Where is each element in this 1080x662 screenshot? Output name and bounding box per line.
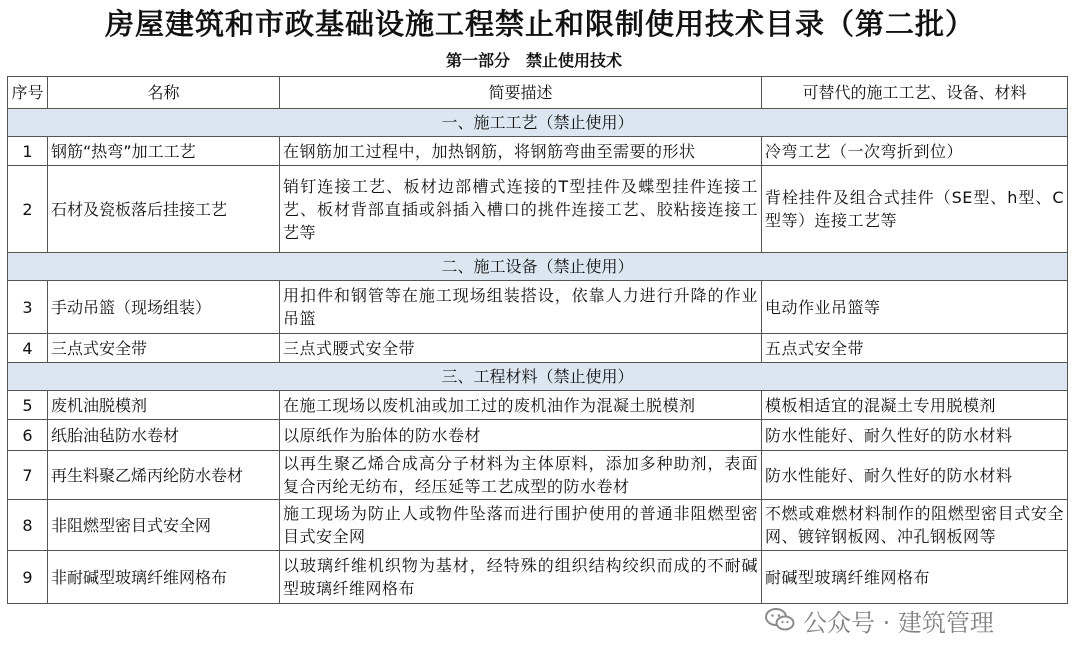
row-alt: 防水性能好、耐久性好的防水材料 [762,420,1068,451]
table-row [8,500,1068,551]
table-row [8,334,1068,363]
section-title: 二、施工设备（禁止使用） [8,253,1068,281]
row-alt: 背栓挂件及组合式挂件（SE型、h型、C型等）连接工艺等 [762,166,1068,253]
row-no: 1 [8,137,48,166]
row-alt: 不燃或难燃材料制作的阻燃型密目式安全网、镀锌钢板网、冲孔钢板网等 [762,500,1068,551]
row-no: 7 [8,451,48,500]
header-alt: 可替代的施工工艺、设备、材料 [762,77,1068,109]
row-alt: 电动作业吊篮等 [762,281,1068,334]
row-no: 2 [8,166,48,253]
row-name: 废机油脱模剂 [48,391,280,420]
section-row [8,363,1068,391]
row-no: 6 [8,420,48,451]
wechat-icon [765,607,795,633]
section-row [8,109,1068,137]
row-name: 石材及瓷板落后挂接工艺 [48,166,280,253]
row-desc: 以玻璃纤维机织物为基材，经特殊的组织结构绞织而成的不耐碱型玻璃纤维网格布 [280,551,762,604]
row-desc: 销钉连接工艺、板材边部槽式连接的T型挂件及蝶型挂件连接工艺、板材背部直插或斜插入槽口的挑件连接工艺、胶粘接连接工艺等 [280,166,762,253]
row-desc: 在施工现场以废机油或加工过的废机油作为混凝土脱模剂 [280,391,762,420]
header-name: 名称 [48,77,280,109]
part-subtitle: 第一部分 禁止使用技术 [445,51,622,70]
section-row [8,253,1068,281]
technology-catalog-table [7,76,1068,604]
row-alt: 五点式安全带 [762,334,1068,363]
row-no: 9 [8,551,48,604]
table-row [8,281,1068,334]
row-name: 非阻燃型密目式安全网 [48,500,280,551]
row-name: 纸胎油毡防水卷材 [48,420,280,451]
row-name: 非耐碱型玻璃纤维网格布 [48,551,280,604]
section-title: 三、工程材料（禁止使用） [8,363,1068,391]
table-row [8,166,1068,253]
row-desc: 三点式腰式安全带 [280,334,762,363]
row-name: 三点式安全带 [48,334,280,363]
row-alt: 冷弯工艺（一次弯折到位） [762,137,1068,166]
row-name: 再生料聚乙烯丙纶防水卷材 [48,451,280,500]
row-name: 手动吊篮（现场组装） [48,281,280,334]
header-no: 序号 [8,77,48,109]
row-no: 8 [8,500,48,551]
row-desc: 在钢筋加工过程中，加热钢筋，将钢筋弯曲至需要的形状 [280,137,762,166]
row-no: 3 [8,281,48,334]
row-alt: 模板相适宜的混凝土专用脱模剂 [762,391,1068,420]
row-desc: 以再生聚乙烯合成高分子材料为主体原料，添加多种助剂，表面复合丙纶无纺布，经压延等工艺成型的防水卷材 [280,451,762,500]
table-row [8,551,1068,604]
table-row [8,451,1068,500]
row-alt: 防水性能好、耐久性好的防水材料 [762,451,1068,500]
header-desc: 简要描述 [280,77,762,109]
row-desc: 以原纸作为胎体的防水卷材 [280,420,762,451]
table-row [8,137,1068,166]
watermark-text: 公众号 · 建筑管理 [803,608,994,637]
row-desc: 施工现场为防止人或物件坠落而进行围护使用的普通非阻燃型密目式安全网 [280,500,762,551]
row-name: 钢筋“热弯”加工工艺 [48,137,280,166]
row-alt: 耐碱型玻璃纤维网格布 [762,551,1068,604]
watermark [765,600,994,640]
row-desc: 用扣件和钢管等在施工现场组装搭设，依靠人力进行升降的作业吊篮 [280,281,762,334]
table-row [8,391,1068,420]
table-row [8,420,1068,451]
page-title: 房屋建筑和市政基础设施工程禁止和限制使用技术目录（第二批） [104,7,975,41]
row-no: 4 [8,334,48,363]
table-header-row [8,77,1068,109]
section-title: 一、施工工艺（禁止使用） [8,109,1068,137]
row-no: 5 [8,391,48,420]
